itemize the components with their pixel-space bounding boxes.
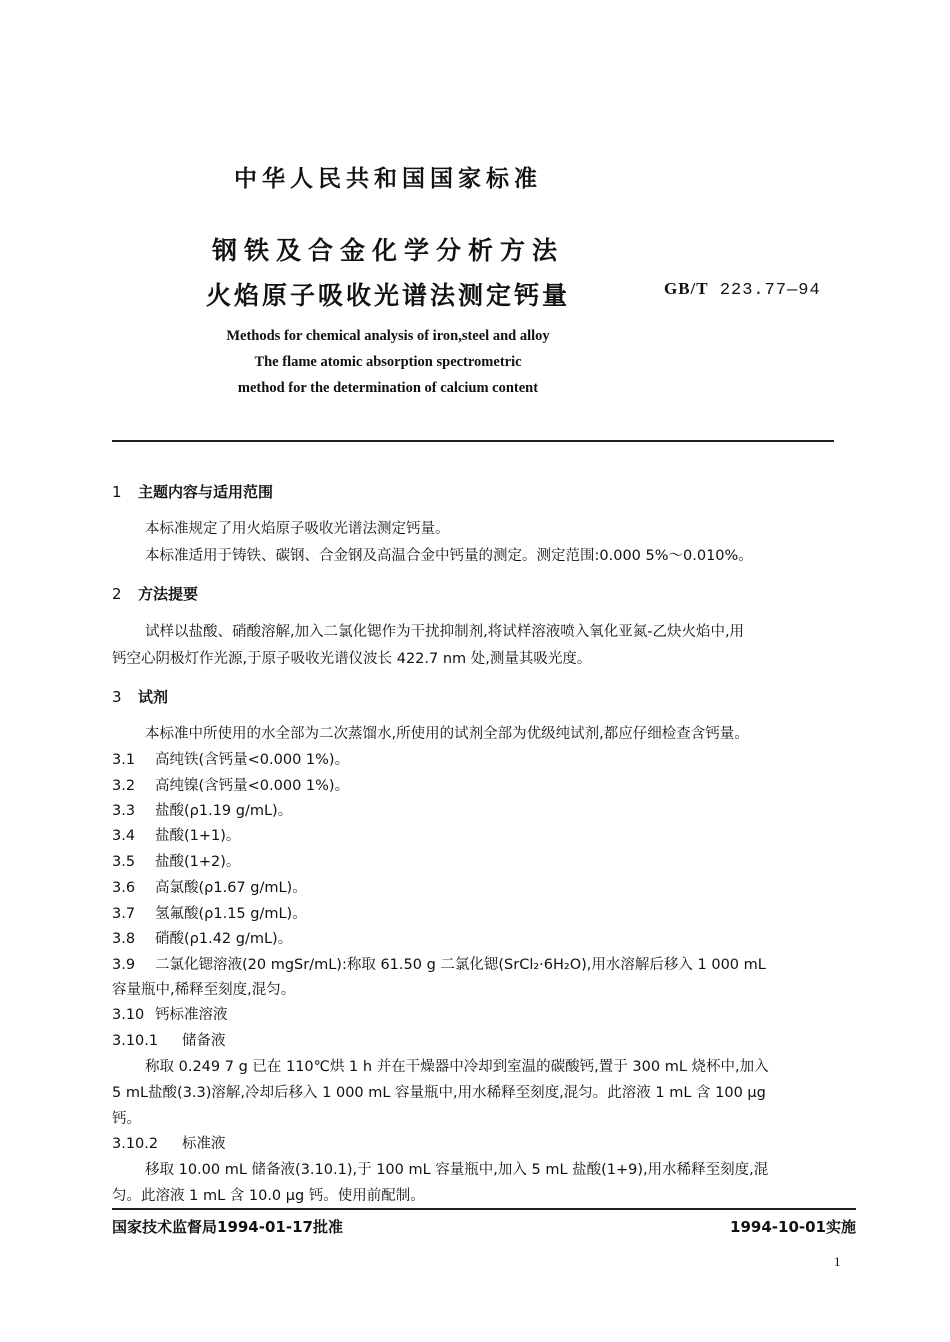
item-number: 3.3 <box>112 803 136 819</box>
item-number: 3.10 <box>112 1007 145 1023</box>
list-item <box>112 876 307 897</box>
implementation-date: 1994-10-01实施 <box>730 1218 856 1236</box>
paragraph-line: 钙。 <box>112 1111 141 1127</box>
item-text: 氢氟酸(ρ1.15 g/mL)。 <box>155 906 307 922</box>
item-number: 3.9 <box>112 957 136 973</box>
item-text: 储备液 <box>182 1033 226 1049</box>
paragraph-line: 移取 10.00 mL 储备液(3.10.1),于 100 mL 容量瓶中,加入 5 mL 盐酸(1+9),用水稀释至刻度,混 <box>145 1162 769 1178</box>
paragraph-line: 试样以盐酸、硝酸溶解,加入二氯化锶作为干扰抑制剂,将试样溶液喷入氧化亚氮-乙炔火焰中,用 <box>145 624 745 640</box>
national-standard-heading: 中华人民共和国国家标准 <box>234 166 542 192</box>
list-item <box>112 748 349 769</box>
item-text: 硝酸(ρ1.42 g/mL)。 <box>155 931 293 947</box>
item-text: 盐酸(1+2)。 <box>155 854 241 870</box>
subsection-3-10-2-heading <box>112 1132 226 1153</box>
paragraph: 本标准规定了用火焰原子吸收光谱法测定钙量。 <box>145 521 450 537</box>
paragraph-line: 钙空心阴极灯作光源,于原子吸收光谱仪波长 422.7 nm 处,测量其吸光度。 <box>112 651 592 667</box>
section-2-heading <box>112 583 198 604</box>
item-number: 3.8 <box>112 931 136 947</box>
item-number: 3.5 <box>112 854 136 870</box>
english-title-line-2: The flame atomic absorption spectrometric <box>254 354 522 370</box>
header-divider <box>112 440 834 442</box>
item-text: 盐酸(1+1)。 <box>155 828 241 844</box>
paragraph: 本标准适用于铸铁、碳钢、合金钢及高温合金中钙量的测定。测定范围:0.000 5%～0.010%。 <box>145 548 753 564</box>
list-item <box>112 927 292 948</box>
section-title: 方法提要 <box>138 585 199 603</box>
approval-date: 国家技术监督局1994-01-17批准 <box>112 1218 343 1236</box>
item-text: 高氯酸(ρ1.67 g/mL)。 <box>155 880 307 896</box>
item-text: 钙标准溶液 <box>155 1007 228 1023</box>
item-text: 二氯化锶溶液(20 mgSr/mL):称取 61.50 g 二氯化锶(SrCl₂·6H₂O),用水溶解后移入 1 000 mL <box>155 957 766 973</box>
paragraph-line: 5 mL盐酸(3.3)溶解,冷却后移入 1 000 mL 容量瓶中,用水稀释至刻度,混匀。此溶液 1 mL 含 100 μg <box>112 1085 766 1101</box>
section-3-heading <box>112 686 168 707</box>
paragraph-line: 称取 0.249 7 g 已在 110℃烘 1 h 并在干燥器中冷却到室温的碳酸钙,置于 300 mL 烧杯中,加入 <box>145 1059 769 1075</box>
document-title-line-2: 火焰原子吸收光谱法测定钙量 <box>205 281 570 310</box>
section-title: 主题内容与适用范围 <box>138 483 274 501</box>
paragraph: 本标准中所使用的水全部为二次蒸馏水,所使用的试剂全部为优级纯试剂,都应仔细检查含钙量。 <box>145 726 749 742</box>
subsection-3-10-1-heading <box>112 1029 226 1050</box>
item-number: 3.7 <box>112 906 136 922</box>
item-number: 3.6 <box>112 880 136 896</box>
english-title-line-1: Methods for chemical analysis of iron,steel and alloy <box>226 328 550 344</box>
english-title-line-3: method for the determination of calcium content <box>237 380 539 396</box>
list-item <box>112 850 240 871</box>
item-number: 3.10.2 <box>112 1136 159 1152</box>
section-title: 试剂 <box>138 688 169 706</box>
list-item <box>112 953 766 974</box>
footer-divider <box>112 1208 856 1210</box>
section-number: 3 <box>112 688 122 706</box>
item-text: 盐酸(ρ1.19 g/mL)。 <box>155 803 293 819</box>
section-number: 2 <box>112 585 122 603</box>
item-text: 高纯镍(含钙量<0.000 1%)。 <box>155 778 350 794</box>
list-item <box>112 799 292 820</box>
page-number: 1 <box>834 1254 841 1269</box>
subsection-3-10-heading <box>112 1003 228 1024</box>
standard-code <box>664 279 821 300</box>
item-number: 3.1 <box>112 752 136 768</box>
list-item <box>112 824 240 845</box>
document-title-line-1: 钢铁及合金化学分析方法 <box>211 236 564 265</box>
item-text: 标准液 <box>182 1136 226 1152</box>
item-number: 3.10.1 <box>112 1033 159 1049</box>
section-1-heading <box>112 481 273 502</box>
list-item-continuation: 容量瓶中,稀释至刻度,混匀。 <box>112 982 296 998</box>
list-item <box>112 774 349 795</box>
list-item <box>112 902 307 923</box>
item-text: 高纯铁(含钙量<0.000 1%)。 <box>155 752 350 768</box>
item-number: 3.4 <box>112 828 136 844</box>
standard-code-prefix: GB/T <box>664 279 709 298</box>
item-number: 3.2 <box>112 778 136 794</box>
standard-code-number: 223.77—94 <box>719 281 821 300</box>
paragraph-line: 匀。此溶液 1 mL 含 10.0 μg 钙。使用前配制。 <box>112 1188 425 1204</box>
section-number: 1 <box>112 483 122 501</box>
